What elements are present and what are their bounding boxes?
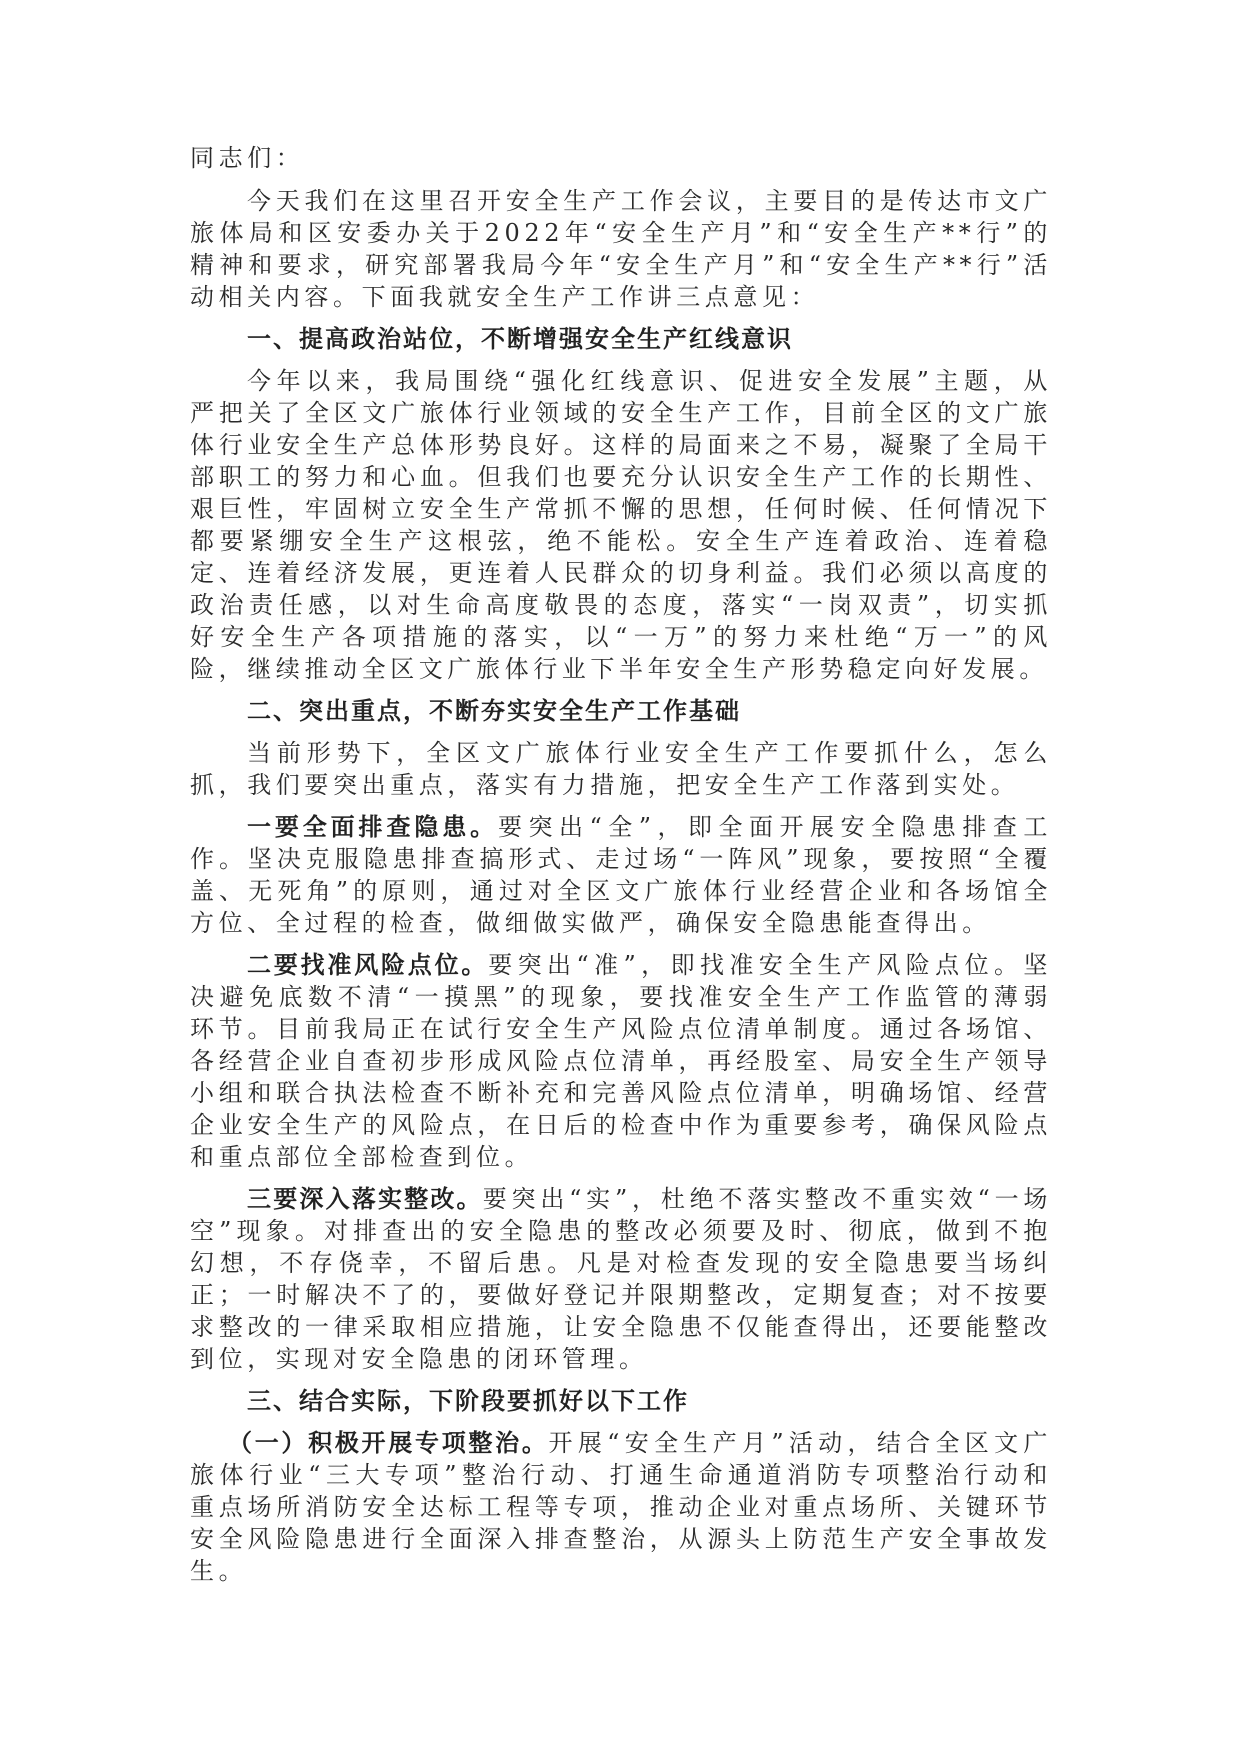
section-heading-2: 二、突出重点，不断夯实安全生产工作基础: [247, 697, 741, 725]
document-page: [190, 142, 1052, 1597]
section-2-paragraph-1: [190, 737, 1052, 801]
salutation: 同志们：: [190, 144, 305, 172]
section-2-paragraph-4: [190, 1183, 1052, 1375]
paragraph-lead: 三要深入落实整改。: [247, 1185, 483, 1213]
section-1-paragraph-1: [190, 365, 1052, 685]
section-3-paragraph-1: [190, 1427, 1052, 1587]
section-2-paragraph-2: [190, 811, 1052, 939]
paragraph-lead: 一要全面排查隐患。: [247, 813, 499, 841]
section-heading-1: 一、提高政治站位，不断增强安全生产红线意识: [247, 325, 793, 353]
paragraph-text: 要突出“实”，杜绝不落实整改不重实效“一场空”现象。对排查出的安全隐患的整改必须要及时、彻底，做到不抱幻想，不存侥幸，不留后患。凡是对检查发现的安全隐患要当场纠正；一时解决不了的，要做好登记并限期整改，定期复查；对不按要求整改的一律采取相应措施，让安全隐患不仅能查得出，还要能整改到位，实现对安全隐患的闭环管理。: [190, 1185, 1052, 1373]
section-2-paragraph-3: [190, 949, 1052, 1173]
paragraph-text: 当前形势下，全区文广旅体行业安全生产工作要抓什么，怎么抓，我们要突出重点，落实有力措施，把安全生产工作落到实处。: [190, 739, 1052, 799]
paragraph-lead: 二要找准风险点位。: [247, 951, 489, 979]
paragraph-text: 今年以来，我局围绕“强化红线意识、促进安全发展”主题，从严把关了全区文广旅体行业领域的安全生产工作，目前全区的文广旅体行业安全生产总体形势良好。这样的局面来之不易，凝聚了全局干部职工的努力和心血。但我们也要充分认识安全生产工作的长期性、艰巨性，牢固树立安全生产常抓不懈的思想，任何时候、任何情况下都要紧绷安全生产这根弦，绝不能松。安全生产连着政治、连着稳定、连着经济发展，更连着人民群众的切身利益。我们必须以高度的政治责任感，以对生命高度敬畏的态度，落实“一岗双责”，切实抓好安全生产各项措施的落实，以“一万”的努力来杜绝“万一”的风险，继续推动全区文广旅体行业下半年安全生产形势稳定向好发展。: [190, 367, 1052, 683]
paragraph-text: 要突出“准”，即找准安全生产风险点位。坚决避免底数不清“一摸黑”的现象，要找准安全生产工作监管的薄弱环节。目前我局正在试行安全生产风险点位清单制度。通过各场馆、各经营企业自查初步形成风险点位清单，再经股室、局安全生产领导小组和联合执法检查不断补充和完善风险点位清单，明确场馆、经营企业安全生产的风险点，在日后的检查中作为重要参考，确保风险点和重点部位全部检查到位。: [190, 951, 1052, 1171]
paragraph-text: 开展“安全生产月”活动，结合全区文广旅体行业“三大专项”整治行动、打通生命通道消防专项整治行动和重点场所消防安全达标工程等专项，推动企业对重点场所、关键环节安全风险隐患进行全面深入排查整治，从源头上防范生产安全事故发生。: [190, 1429, 1052, 1585]
paragraph-lead: （一）积极开展专项整治。: [228, 1429, 549, 1457]
paragraph-text: 要突出“全”，即全面开展安全隐患排查工作。坚决克服隐患排查搞形式、走过场“一阵风”现象，要按照“全覆盖、无死角”的原则，通过对全区文广旅体行业经营企业和各场馆全方位、全过程的检查，做细做实做严，确保安全隐患能查得出。: [190, 813, 1052, 937]
section-heading-3: 三、结合实际，下阶段要抓好以下工作: [247, 1387, 689, 1415]
intro-paragraph: 今天我们在这里召开安全生产工作会议，主要目的是传达市文广旅体局和区安委办关于2022年“安全生产月”和“安全生产**行”的精神和要求，研究部署我局今年“安全生产月”和“安全生产**行”活动相关内容。下面我就安全生产工作讲三点意见：: [190, 187, 1052, 311]
